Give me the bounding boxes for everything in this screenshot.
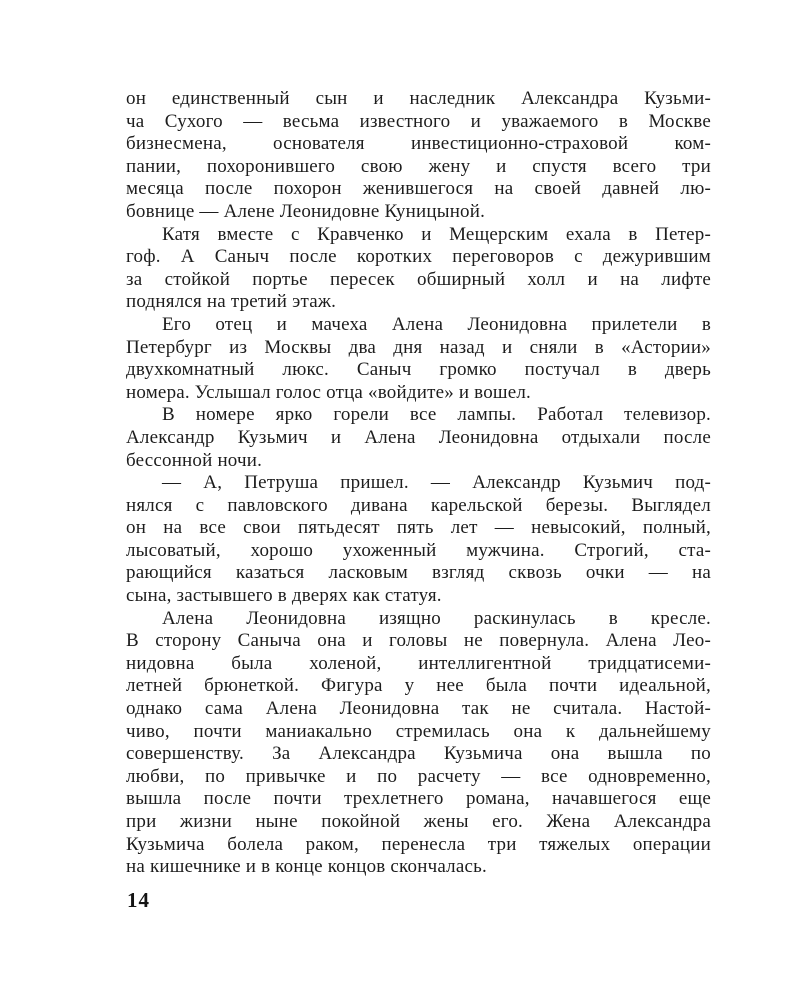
text-line: Катя вместе с Кравченко и Мещерским ехала в Петер- bbox=[162, 223, 711, 245]
paragraph bbox=[126, 472, 711, 608]
text-line: В сторону Саныча она и головы не повернула. Алена Лео- bbox=[126, 630, 711, 652]
text-line: гоф. А Саныч после коротких переговоров с дежурившим bbox=[126, 246, 711, 268]
text-line: он на все свои пятьдесят пять лет — невысокий, полный, bbox=[126, 517, 711, 539]
paragraph bbox=[126, 314, 711, 404]
text-line: поднялся на третий этаж. bbox=[126, 291, 337, 313]
text-line: бовнице — Алене Леонидовне Куницыной. bbox=[126, 200, 486, 222]
text-line: Алена Леонидовна изящно раскинулась в кресле. bbox=[162, 607, 711, 629]
text-line: нидовна была холеной, интеллигентной тридцатисеми- bbox=[126, 652, 711, 674]
text-line: Кузьмича болела раком, перенесла три тяжелых операции bbox=[126, 833, 711, 855]
text-line: номера. Услышал голос отца «войдите» и вошел. bbox=[126, 381, 532, 403]
text-line: он единственный сын и наследник Александра Кузьми- bbox=[126, 88, 711, 109]
page-number: 14 bbox=[127, 888, 150, 912]
text-line: чиво, почти маниакально стремилась она к дальнейшему bbox=[126, 720, 711, 742]
text-line: бессонной ночи. bbox=[126, 449, 263, 471]
text-line: пании, похоронившего свою жену и спустя всего три bbox=[126, 155, 711, 177]
text-line: двухкомнатный люкс. Саныч громко постучал в дверь bbox=[126, 359, 711, 381]
text-line: ча Сухого — весьма известного и уважаемого в Москве bbox=[126, 110, 711, 132]
text-line: на кишечнике и в конце концов скончалась. bbox=[126, 856, 487, 878]
text-line: однако сама Алена Леонидовна так не считала. Настой- bbox=[126, 698, 711, 720]
text-line: В номере ярко горели все лампы. Работал телевизор. bbox=[162, 404, 711, 426]
text-line: совершенству. За Александра Кузьмича она вышла по bbox=[126, 743, 711, 765]
text-line: Петербург из Москвы два дня назад и сняли в «Астории» bbox=[126, 336, 711, 358]
text-line: Его отец и мачеха Алена Леонидовна прилетели в bbox=[162, 313, 711, 335]
text-line: рающийся казаться ласковым взгляд сквозь очки — на bbox=[126, 562, 711, 584]
paragraph bbox=[126, 88, 711, 224]
text-line: Александр Кузьмич и Алена Леонидовна отдыхали после bbox=[126, 426, 711, 448]
text-line: лысоватый, хорошо ухоженный мужчина. Строгий, ста- bbox=[126, 539, 711, 561]
text-line: месяца после похорон женившегося на своей давней лю- bbox=[126, 178, 711, 200]
text-line: вышла после почти трехлетнего романа, начавшегося еще bbox=[126, 788, 711, 810]
text-line: за стойкой портье пересек обширный холл и на лифте bbox=[126, 268, 711, 290]
paragraph bbox=[126, 404, 711, 472]
text-line: сына, застывшего в дверях как статуя. bbox=[126, 585, 442, 607]
paragraph bbox=[126, 608, 711, 879]
text-line: любви, по привычке и по расчету — все одновременно, bbox=[126, 765, 711, 787]
text-line: летней брюнеткой. Фигура у нее была почти идеальной, bbox=[126, 675, 711, 697]
text-line: — А, Петруша пришел. — Александр Кузьмич под- bbox=[162, 472, 711, 494]
text-line: бизнесмена, основателя инвестиционно-страховой ком- bbox=[126, 133, 711, 155]
text-line: нялся с павловского дивана карельской березы. Выглядел bbox=[126, 494, 711, 516]
text-line: при жизни ныне покойной жены его. Жена Александра bbox=[126, 811, 711, 832]
paragraph bbox=[126, 224, 711, 314]
page-text-block bbox=[126, 88, 711, 879]
